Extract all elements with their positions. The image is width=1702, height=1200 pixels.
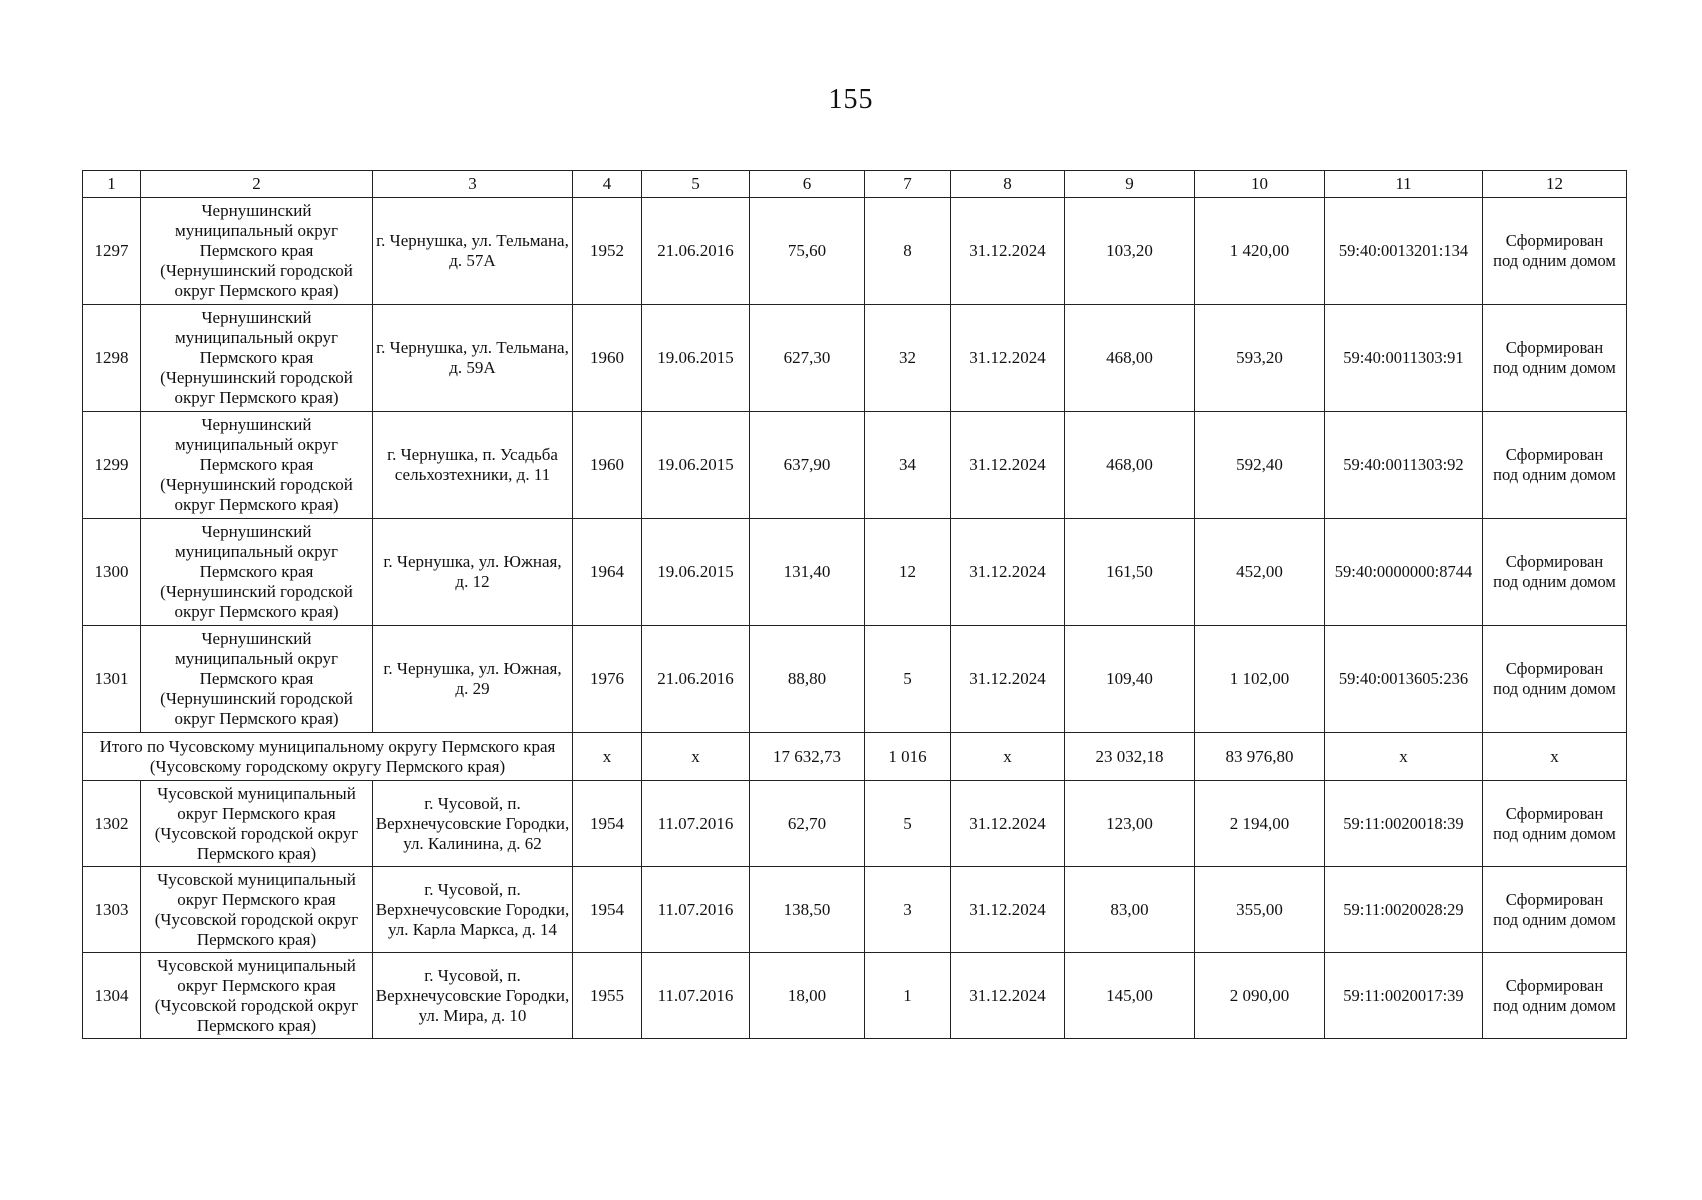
cadastral-cell: 59:40:0013201:134: [1325, 198, 1483, 305]
table-row: [83, 412, 1627, 519]
date-cell: 11.07.2016: [642, 867, 750, 953]
table-row: [83, 305, 1627, 412]
status-cell: [1483, 867, 1627, 953]
row-number: 1303: [83, 867, 141, 953]
column-header: 2: [141, 171, 373, 198]
address-cell: г. Чернушка, ул. Южная, д. 12: [373, 519, 573, 626]
status-line-2: под одним домом: [1493, 251, 1616, 270]
status-cell: [1483, 519, 1627, 626]
column-header: 9: [1065, 171, 1195, 198]
subtotal-area: 17 632,73: [750, 733, 865, 781]
row-number: 1302: [83, 781, 141, 867]
subtotal-deadline: х: [951, 733, 1065, 781]
column-header: 8: [951, 171, 1065, 198]
subtotal-residents: 1 016: [865, 733, 951, 781]
column-header: 4: [573, 171, 642, 198]
row-number: 1301: [83, 626, 141, 733]
column-header: 6: [750, 171, 865, 198]
date-cell: 21.06.2016: [642, 198, 750, 305]
residents-cell: 8: [865, 198, 951, 305]
date-cell: 19.06.2015: [642, 412, 750, 519]
residents-cell: 1: [865, 953, 951, 1039]
subtotal-year: х: [573, 733, 642, 781]
address-cell: г. Чусовой, п. Верхнечусовские Городки, ул. Мира, д. 10: [373, 953, 573, 1039]
status-line-1: Сформирован: [1505, 338, 1604, 357]
municipality-cell: Чусовской муниципальный округ Пермского края (Чусовской городской округ Пермского края): [141, 781, 373, 867]
status-cell: [1483, 953, 1627, 1039]
col10-cell: 355,00: [1195, 867, 1325, 953]
subtotal-cadastral: х: [1325, 733, 1483, 781]
deadline-cell: 31.12.2024: [951, 305, 1065, 412]
col9-cell: 123,00: [1065, 781, 1195, 867]
residents-cell: 32: [865, 305, 951, 412]
municipality-cell: Чусовской муниципальный округ Пермского края (Чусовской городской округ Пермского края): [141, 867, 373, 953]
residents-cell: 5: [865, 781, 951, 867]
status-line-2: под одним домом: [1493, 679, 1616, 698]
municipality-cell: Чернушинский муниципальный округ Пермского края (Чернушинский городской округ Пермского края): [141, 412, 373, 519]
cadastral-cell: 59:40:0011303:92: [1325, 412, 1483, 519]
date-cell: 19.06.2015: [642, 305, 750, 412]
status-line-1: Сформирован: [1505, 231, 1604, 250]
col9-cell: 468,00: [1065, 305, 1195, 412]
status-line-1: Сформирован: [1505, 445, 1604, 464]
table-row: [83, 626, 1627, 733]
col10-cell: 1 420,00: [1195, 198, 1325, 305]
area-cell: 131,40: [750, 519, 865, 626]
area-cell: 637,90: [750, 412, 865, 519]
column-header: 3: [373, 171, 573, 198]
status-line-2: под одним домом: [1493, 909, 1616, 929]
table-row: [83, 519, 1627, 626]
subtotal-row: [83, 733, 1627, 781]
row-number: 1300: [83, 519, 141, 626]
status-line-2: под одним домом: [1493, 572, 1616, 591]
address-cell: г. Чернушка, ул. Тельмана, д. 57А: [373, 198, 573, 305]
status-line-1: Сформирован: [1505, 659, 1604, 678]
status-line-1: Сформирован: [1505, 889, 1604, 909]
deadline-cell: 31.12.2024: [951, 198, 1065, 305]
date-cell: 11.07.2016: [642, 953, 750, 1039]
column-header: 5: [642, 171, 750, 198]
table-row: [83, 198, 1627, 305]
year-cell: 1952: [573, 198, 642, 305]
col10-cell: 1 102,00: [1195, 626, 1325, 733]
status-line-2: под одним домом: [1493, 823, 1616, 843]
address-cell: г. Чусовой, п. Верхнечусовские Городки, ул. Калинина, д. 62: [373, 781, 573, 867]
row-number: 1298: [83, 305, 141, 412]
col10-cell: 2 194,00: [1195, 781, 1325, 867]
date-cell: 11.07.2016: [642, 781, 750, 867]
address-cell: г. Чернушка, ул. Южная, д. 29: [373, 626, 573, 733]
status-line-2: под одним домом: [1493, 358, 1616, 377]
area-cell: 62,70: [750, 781, 865, 867]
table-row: [83, 781, 1627, 867]
col9-cell: 83,00: [1065, 867, 1195, 953]
row-number: 1297: [83, 198, 141, 305]
cadastral-cell: 59:11:0020017:39: [1325, 953, 1483, 1039]
housing-registry-table: [82, 170, 1627, 1039]
col10-cell: 2 090,00: [1195, 953, 1325, 1039]
cadastral-cell: 59:40:0011303:91: [1325, 305, 1483, 412]
status-line-1: Сформирован: [1505, 803, 1604, 823]
year-cell: 1976: [573, 626, 642, 733]
deadline-cell: 31.12.2024: [951, 626, 1065, 733]
status-cell: [1483, 305, 1627, 412]
area-cell: 138,50: [750, 867, 865, 953]
status-cell: [1483, 626, 1627, 733]
column-number-header-row: [83, 171, 1627, 198]
date-cell: 19.06.2015: [642, 519, 750, 626]
municipality-cell: Чернушинский муниципальный округ Пермского края (Чернушинский городской округ Пермского края): [141, 305, 373, 412]
area-cell: 627,30: [750, 305, 865, 412]
deadline-cell: 31.12.2024: [951, 412, 1065, 519]
subtotal-label: Итого по Чусовскому муниципальному округу Пермского края (Чусовскому городскому округу Пермского края): [83, 733, 573, 781]
year-cell: 1960: [573, 412, 642, 519]
status-line-1: Сформирован: [1505, 552, 1604, 571]
page-number: 155: [828, 84, 874, 115]
row-number: 1304: [83, 953, 141, 1039]
col10-cell: 592,40: [1195, 412, 1325, 519]
municipality-cell: Чернушинский муниципальный округ Пермского края (Чернушинский городской округ Пермского края): [141, 626, 373, 733]
column-header: 10: [1195, 171, 1325, 198]
residents-cell: 34: [865, 412, 951, 519]
address-cell: г. Чусовой, п. Верхнечусовские Городки, ул. Карла Маркса, д. 14: [373, 867, 573, 953]
municipality-cell: Чернушинский муниципальный округ Пермского края (Чернушинский городской округ Пермского края): [141, 198, 373, 305]
status-cell: [1483, 198, 1627, 305]
deadline-cell: 31.12.2024: [951, 867, 1065, 953]
subtotal-date: х: [642, 733, 750, 781]
row-number: 1299: [83, 412, 141, 519]
residents-cell: 12: [865, 519, 951, 626]
table-row: [83, 953, 1627, 1039]
deadline-cell: 31.12.2024: [951, 953, 1065, 1039]
subtotal-status: х: [1483, 733, 1627, 781]
col10-cell: 452,00: [1195, 519, 1325, 626]
subtotal-col10: 83 976,80: [1195, 733, 1325, 781]
residents-cell: 5: [865, 626, 951, 733]
area-cell: 18,00: [750, 953, 865, 1039]
cadastral-cell: 59:11:0020028:29: [1325, 867, 1483, 953]
column-header: 12: [1483, 171, 1627, 198]
year-cell: 1954: [573, 867, 642, 953]
col9-cell: 109,40: [1065, 626, 1195, 733]
col9-cell: 161,50: [1065, 519, 1195, 626]
cadastral-cell: 59:40:0000000:8744: [1325, 519, 1483, 626]
status-line-2: под одним домом: [1493, 465, 1616, 484]
column-header: 7: [865, 171, 951, 198]
col9-cell: 103,20: [1065, 198, 1195, 305]
col9-cell: 145,00: [1065, 953, 1195, 1039]
column-header: 1: [83, 171, 141, 198]
subtotal-col9: 23 032,18: [1065, 733, 1195, 781]
status-line-1: Сформирован: [1505, 975, 1604, 995]
column-header: 11: [1325, 171, 1483, 198]
cadastral-cell: 59:40:0013605:236: [1325, 626, 1483, 733]
year-cell: 1960: [573, 305, 642, 412]
status-cell: [1483, 412, 1627, 519]
year-cell: 1954: [573, 781, 642, 867]
deadline-cell: 31.12.2024: [951, 519, 1065, 626]
residents-cell: 3: [865, 867, 951, 953]
status-line-2: под одним домом: [1493, 995, 1616, 1015]
address-cell: г. Чернушка, ул. Тельмана, д. 59А: [373, 305, 573, 412]
area-cell: 75,60: [750, 198, 865, 305]
year-cell: 1955: [573, 953, 642, 1039]
address-cell: г. Чернушка, п. Усадьба сельхозтехники, д. 11: [373, 412, 573, 519]
date-cell: 21.06.2016: [642, 626, 750, 733]
cadastral-cell: 59:11:0020018:39: [1325, 781, 1483, 867]
table-row: [83, 867, 1627, 953]
area-cell: 88,80: [750, 626, 865, 733]
col9-cell: 468,00: [1065, 412, 1195, 519]
col10-cell: 593,20: [1195, 305, 1325, 412]
municipality-cell: Чусовской муниципальный округ Пермского края (Чусовской городской округ Пермского края): [141, 953, 373, 1039]
municipality-cell: Чернушинский муниципальный округ Пермского края (Чернушинский городской округ Пермского края): [141, 519, 373, 626]
status-cell: [1483, 781, 1627, 867]
year-cell: 1964: [573, 519, 642, 626]
deadline-cell: 31.12.2024: [951, 781, 1065, 867]
